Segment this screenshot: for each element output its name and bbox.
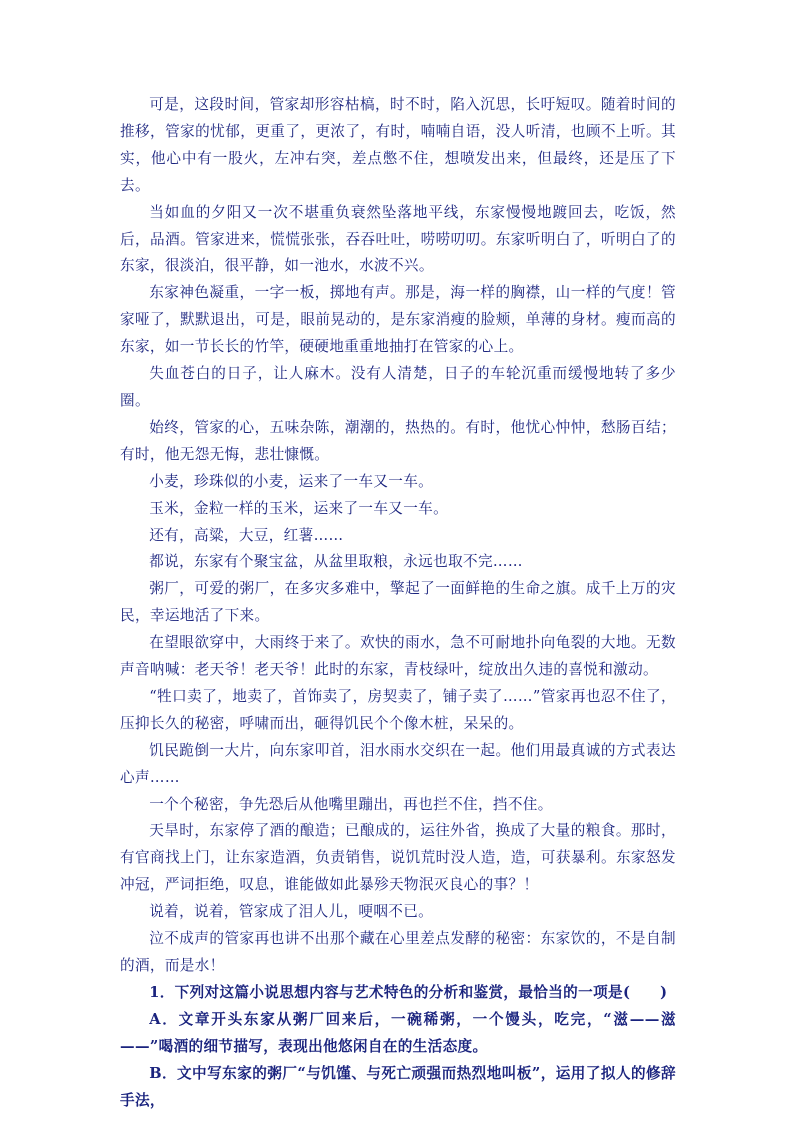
- paragraph: 失血苍白的日子，让人麻木。没有人清楚，日子的车轮沉重而缓慢地转了多少圈。: [120, 365, 676, 409]
- paragraph: 始终，管家的心，五味杂陈，潮潮的，热热的。有时，他忧心忡忡，愁肠百结；有时，他无怨无悔，悲壮慷慨。: [120, 418, 676, 463]
- question-stem: 1．下列对这篇小说思想内容与艺术特色的分析和鉴赏，最恰当的一项是( ): [149, 983, 668, 1001]
- paragraph: 都说，东家有个聚宝盆，从盆里取粮，永远也取不完……: [149, 553, 523, 571]
- paragraph: 饥民跪倒一大片，向东家叩首，泪水雨水交织在一起。他们用最真诚的方式表达心声……: [120, 741, 676, 786]
- paragraph: 一个个秘密，争先恐后从他嘴里蹦出，再也拦不住，挡不住。: [149, 795, 553, 813]
- paragraph: “牲口卖了，地卖了，首饰卖了，房契卖了，铺子卖了……”管家再也忍不住了，压抑长久的秘密，呼啸而出，砸得饥民个个像木桩，呆呆的。: [120, 687, 676, 732]
- document-body: [120, 92, 676, 1114]
- paragraph: 小麦，珍珠似的小麦，运来了一车又一车。: [149, 472, 434, 490]
- paragraph: 当如血的夕阳又一次不堪重负衰然坠落地平线，东家慢慢地踱回去，吃饭，然后，品酒。管家进来，慌慌张张，吞吞吐吐，唠唠叨叨。东家听明白了，听明白了的东家，很淡泊，很平静，如一池水，水波不兴。: [120, 203, 676, 275]
- paragraph: 可是，这段时间，管家却形容枯槁，时不时，陷入沉思，长吁短叹。随着时间的推移，管家的忧郁，更重了，更浓了，有时，喃喃自语，没人听清，也顾不上听。其实，他心中有一股火，左冲右突，差点憋不住，想喷发出来，但最终，还是压了下去。: [120, 96, 676, 194]
- paragraph: 东家神色凝重，一字一板，掷地有声。那是，海一样的胸襟，山一样的气度！管家哑了，默默退出，可是，眼前晃动的，是东家消瘦的脸颊，单薄的身材。瘦而高的东家，如一节长长的竹竿，硬硬地重重地抽打在管家的心上。: [120, 284, 676, 356]
- paragraph: 泣不成声的管家再也讲不出那个藏在心里差点发酵的秘密：东家饮的，不是自制的酒，而是水！: [120, 930, 676, 974]
- question-option-b: B．文中写东家的粥厂“与饥馑、与死亡顽强而热烈地叫板”，运用了拟人的修辞手法，: [120, 1064, 676, 1109]
- paragraph: 在望眼欲穿中，大雨终于来了。欢快的雨水，急不可耐地扑向龟裂的大地。无数声音呐喊：老天爷！老天爷！此时的东家，青枝绿叶，绽放出久违的喜悦和激动。: [120, 634, 676, 679]
- paragraph: 还有，高粱，大豆，红薯……: [149, 526, 344, 544]
- paragraph: 天旱时，东家停了酒的酿造；已酿成的，运往外省，换成了大量的粮食。那时，有官商找上门，让东家造酒，负责销售，说饥荒时没人造，造，可获暴利。东家怒发冲冠，严词拒绝，叹息，谁能做如此暴殄天物泯灭良心的事？！: [120, 822, 676, 894]
- question-option-a: A．文章开头东家从粥厂回来后，一碗稀粥，一个馒头，吃完，“滋——滋——”喝酒的细节描写，表现出他悠闲自在的生活态度。: [120, 1010, 676, 1055]
- paragraph: 粥厂，可爱的粥厂，在多灾多难中，擎起了一面鲜艳的生命之旗。成千上万的灾民，幸运地活了下来。: [120, 580, 676, 625]
- paragraph: 玉米，金粒一样的玉米，运来了一车又一车。: [149, 499, 449, 517]
- paragraph: 说着，说着，管家成了泪人儿，哽咽不已。: [149, 903, 434, 921]
